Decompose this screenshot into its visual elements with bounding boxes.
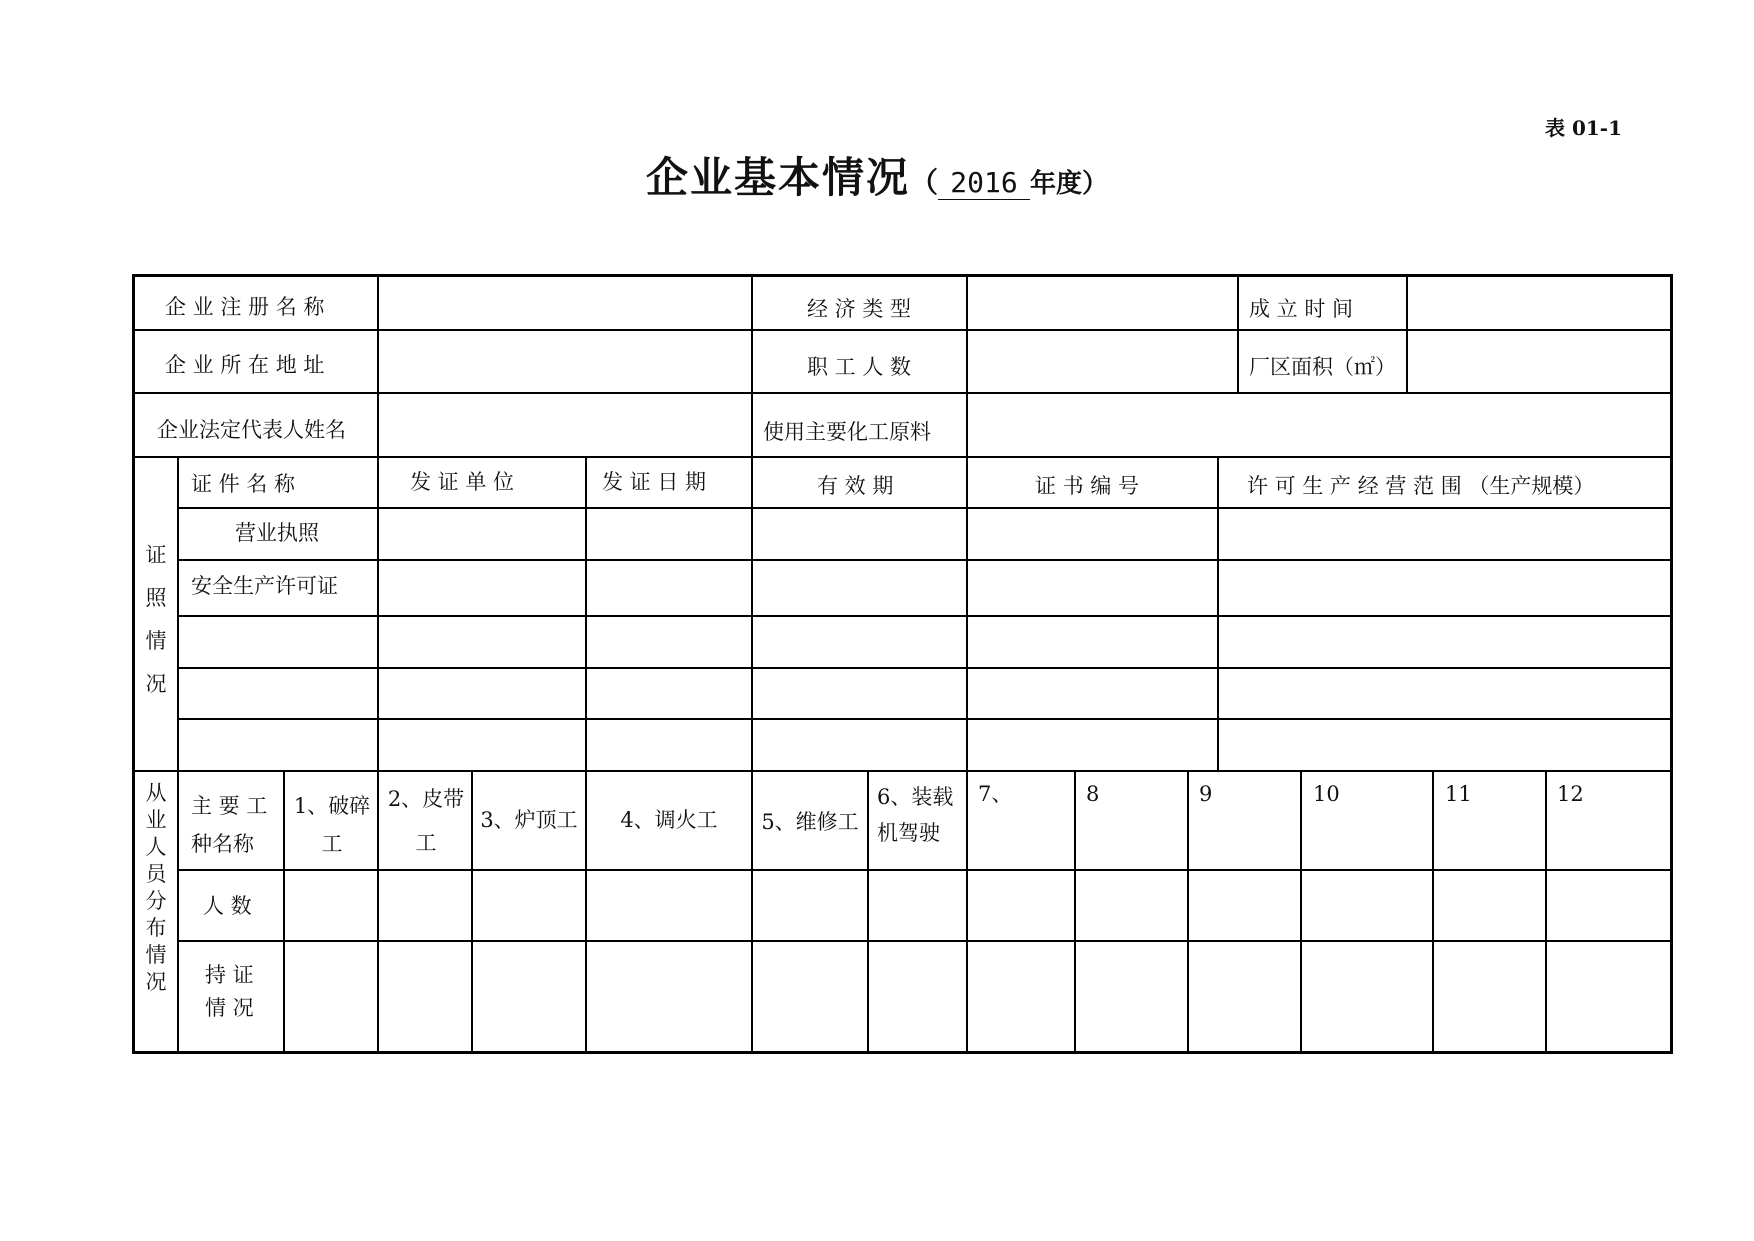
license-row-business: 营业执照 xyxy=(235,521,319,545)
grid-line xyxy=(966,277,968,456)
grid-line xyxy=(177,456,179,1054)
header-cert-no: 证 书 编 号 xyxy=(1035,474,1140,498)
job-type-9: 9 xyxy=(1199,782,1213,806)
title-open-paren: （ xyxy=(909,166,938,199)
label-address: 企 业 所 在 地 址 xyxy=(165,353,325,377)
job-type-2: 2、皮带 工 xyxy=(387,787,465,855)
grid-line xyxy=(1432,770,1434,1054)
grid-line xyxy=(377,277,379,456)
grid-line xyxy=(135,456,1670,458)
grid-line xyxy=(135,770,1670,772)
grid-line xyxy=(177,718,1670,720)
grid-line xyxy=(966,770,968,1054)
job-type-12: 12 xyxy=(1557,782,1584,806)
grid-line xyxy=(283,770,285,1054)
grid-line xyxy=(1074,770,1076,1054)
label-area: 厂区面积（㎡） xyxy=(1249,355,1396,379)
grid-line xyxy=(377,770,379,1054)
table-number: 表 01-1 xyxy=(1545,116,1623,140)
grid-line xyxy=(135,329,1670,331)
job-type-7: 7、 xyxy=(978,782,1013,806)
grid-line xyxy=(177,559,1670,561)
grid-line xyxy=(585,770,587,1054)
grid-line xyxy=(177,615,1670,617)
grid-line xyxy=(177,869,1670,871)
grid-line xyxy=(1300,770,1302,1054)
title-unit: 年度） xyxy=(1030,169,1109,199)
job-type-3: 3、炉顶工 xyxy=(480,808,578,832)
grid-line xyxy=(867,770,869,1054)
label-headcount: 人 数 xyxy=(203,894,252,918)
grid-line xyxy=(1217,456,1219,770)
grid-line xyxy=(751,770,753,1054)
grid-line xyxy=(177,507,1670,509)
grid-line xyxy=(966,456,968,770)
grid-line xyxy=(377,456,379,770)
grid-line xyxy=(1187,770,1189,1054)
job-type-1: 1、破碎 工 xyxy=(293,794,371,856)
label-materials: 使用主要化工原料 xyxy=(763,420,931,444)
license-row-safety: 安全生产许可证 xyxy=(191,574,338,598)
section-license-label: 证 照 情 况 xyxy=(145,543,167,696)
job-type-5: 5、维修工 xyxy=(761,810,859,834)
year-field[interactable]: 2016 xyxy=(938,167,1030,200)
grid-line xyxy=(177,940,1670,942)
grid-line xyxy=(751,277,753,456)
grid-line xyxy=(751,456,753,770)
label-cert-status: 持 证 情 况 xyxy=(205,963,254,1020)
grid-line xyxy=(177,667,1670,669)
grid-line xyxy=(1237,277,1239,392)
label-reg-name: 企 业 注 册 名 称 xyxy=(165,295,325,319)
job-type-4: 4、调火工 xyxy=(620,808,718,832)
job-type-11: 11 xyxy=(1445,782,1472,806)
grid-line xyxy=(1545,770,1547,1054)
job-type-8: 8 xyxy=(1086,782,1100,806)
header-scope: 许 可 生 产 经 营 范 围 （生产规模） xyxy=(1247,474,1595,498)
grid-line xyxy=(585,456,587,770)
label-job-types: 主 要 工 种名称 xyxy=(191,794,268,856)
label-legal-rep: 企业法定代表人姓名 xyxy=(157,418,346,442)
header-issue-date: 发 证 日 期 xyxy=(602,470,707,494)
grid-line xyxy=(135,392,1670,394)
label-staff: 职 工 人 数 xyxy=(807,355,912,379)
label-econ-type: 经 济 类 型 xyxy=(807,297,912,321)
header-cert-name: 证 件 名 称 xyxy=(191,472,296,496)
job-type-10: 10 xyxy=(1313,782,1340,806)
page-title xyxy=(0,150,1754,215)
enterprise-info-form xyxy=(132,274,1673,1054)
grid-line xyxy=(471,770,473,1054)
job-type-6: 6、装载 机驾驶 xyxy=(877,785,954,845)
section-workers-label: 从 业 人 员 分 布 情 况 xyxy=(145,781,167,994)
header-issuer: 发 证 单 位 xyxy=(410,470,515,494)
grid-line xyxy=(1406,277,1408,392)
label-founded: 成 立 时 间 xyxy=(1249,297,1354,321)
title-main: 企业基本情况 xyxy=(645,153,910,202)
header-validity: 有 效 期 xyxy=(817,474,894,498)
